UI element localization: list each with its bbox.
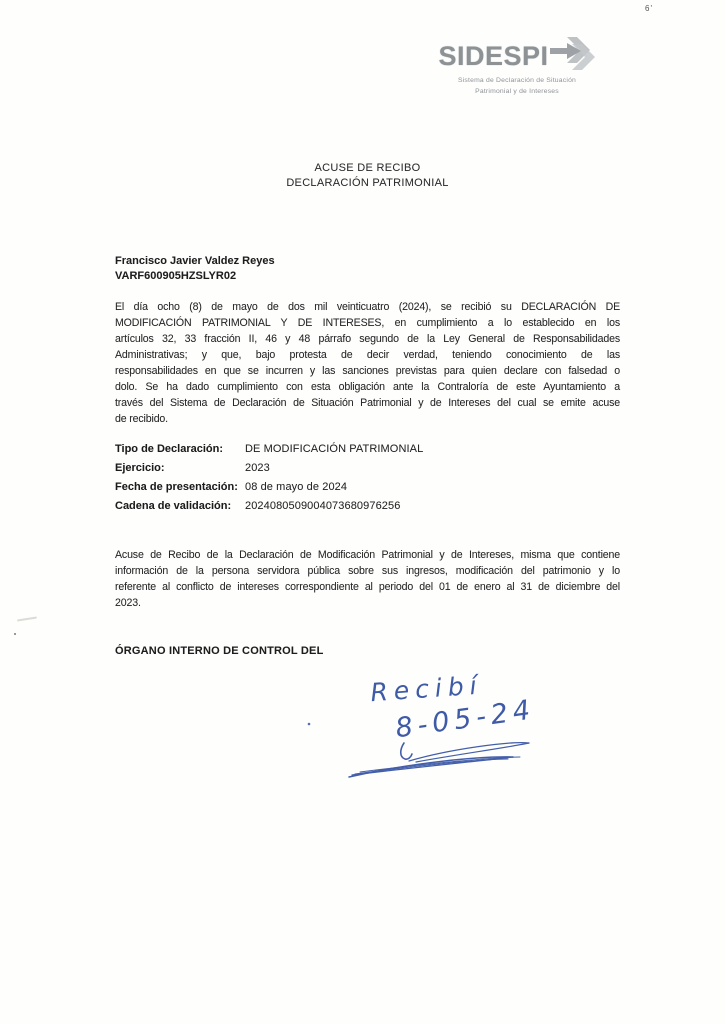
paragraph-line: 2023.	[115, 597, 141, 609]
paragraph-line: Acuse de Recibo de la Declaración de Modificación Patrimonial y de Intereses, misma que contiene	[115, 549, 620, 561]
body-paragraph-1	[115, 299, 620, 427]
scan-corner-artifact: 6'	[645, 4, 653, 13]
detail-label: Ejercicio:	[115, 462, 165, 474]
detail-value: 08 de mayo de 2024	[245, 481, 348, 493]
signature-flourish	[349, 743, 529, 777]
detail-label: Cadena de validación:	[115, 500, 232, 512]
svg-text:8-05-24: 8-05-24	[393, 694, 537, 745]
title-line-2: DECLARACIÓN PATRIMONIAL	[286, 177, 449, 190]
sidespi-logo	[433, 38, 601, 96]
declarant-block	[115, 254, 275, 283]
logo-tagline-line1: Sistema de Declaración de Situación	[457, 77, 577, 84]
declarant-rfc: VARF600905HZSLYR02	[115, 269, 237, 282]
paragraph-line: responsabilidades en que se incurren y las sanciones previstas para quien declare con falsedad o	[115, 365, 620, 377]
pen-dot	[308, 723, 311, 726]
paragraph-line: MODIFICACIÓN PATRIMONIAL Y DE INTERESES, en cumplimiento a lo establecido en los	[115, 317, 620, 329]
detail-row-ejercicio	[115, 459, 620, 478]
detail-label: Fecha de presentación:	[115, 481, 238, 493]
paragraph-line: artículos 32, 33 fracción II, 46 y 48 párrafo segundo de la Ley General de Responsabilidades	[115, 333, 620, 345]
svg-text:Recibí: Recibí	[369, 670, 484, 708]
triple-right-arrow-icon	[550, 34, 596, 74]
paragraph-line: El día ocho (8) de mayo de dos mil veinticuatro (2024), se recibió su DECLARACIÓN DE	[115, 301, 620, 313]
title-line-1: ACUSE DE RECIBO	[314, 162, 421, 174]
detail-value: 2024080509004073680976256	[245, 500, 401, 512]
paragraph-line: información de la persona servidora pública sobre sus ingresos, modificación del patrimonio y lo	[115, 565, 620, 577]
scan-speck	[14, 633, 16, 635]
detail-row-fecha	[115, 478, 620, 497]
detail-value: DE MODIFICACIÓN PATRIMONIAL	[245, 443, 424, 455]
handwritten-recibi	[369, 671, 483, 708]
paragraph-line: dolo. Se ha dado cumplimiento con esta obligación ante la Contraloría de este Ayuntamiento a	[115, 381, 620, 393]
detail-label: Tipo de Declaración:	[115, 443, 223, 455]
body-paragraph-2	[115, 547, 620, 611]
document-title	[115, 161, 620, 191]
detail-row-cadena	[115, 497, 620, 516]
logo-tagline-line2: Patrimonial y de Intereses	[475, 88, 559, 95]
paragraph-line: de recibido.	[115, 413, 168, 425]
logo-row	[433, 38, 601, 74]
paragraph-line: referente al conflicto de intereses correspondiente al periodo del 01 de enero al 31 de diciembre del	[115, 581, 620, 593]
declarant-name: Francisco Javier Valdez Reyes	[115, 255, 275, 267]
detail-value: 2023	[245, 462, 270, 474]
paragraph-line: través del Sistema de Declaración de Situación Patrimonial y de Intereses del cual se emite acuse	[115, 397, 620, 409]
paragraph-line: Administrativas; y que, bajo protesta de decir verdad, teniendo conocimiento de las	[115, 349, 620, 361]
logo-wordmark: SIDESPI	[438, 41, 549, 71]
scan-smudge	[17, 616, 37, 621]
declaration-details	[115, 440, 620, 516]
handwritten-date	[394, 694, 537, 744]
organo-interno-heading: ÓRGANO INTERNO DE CONTROL DEL	[115, 645, 324, 657]
detail-row-tipo	[115, 440, 620, 459]
